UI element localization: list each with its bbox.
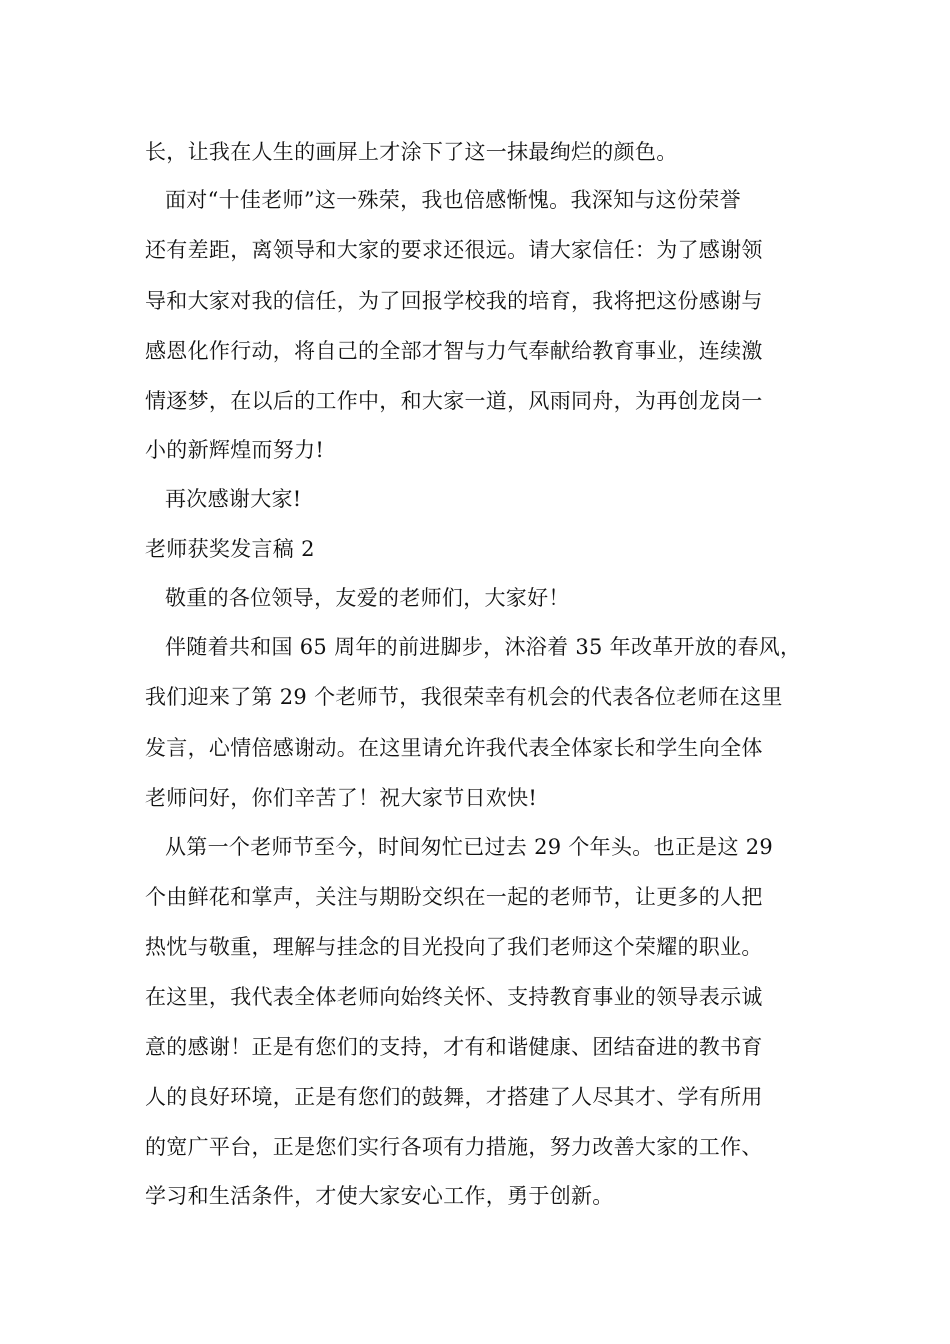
text-line: 老师问好，你们辛苦了！祝大家节日欢快! bbox=[145, 786, 538, 810]
text-line: 我们迎来了第 29 个老师节，我很荣幸有机会的代表各位老师在这里 bbox=[145, 685, 783, 709]
text-line: 的宽广平台，正是您们实行各项有力措施，努力改善大家的工作、 bbox=[145, 1135, 763, 1159]
text-line: 导和大家对我的信任，为了回报学校我的培育，我将把这份感谢与 bbox=[145, 289, 763, 313]
text-line: 意的感谢！正是有您们的支持，才有和谐健康、团结奋进的教书育 bbox=[145, 1035, 763, 1059]
text-line: 情逐梦，在以后的工作中，和大家一道，风雨同舟，为再创龙岗一 bbox=[145, 389, 763, 413]
text-line: 长，让我在人生的画屏上才涂下了这一抹最绚烂的颜色。 bbox=[145, 140, 678, 164]
text-line: 伴随着共和国 65 周年的前进脚步，沐浴着 35 年改革开放的春风， bbox=[165, 635, 802, 659]
text-line: 面对“十佳老师”这一殊荣，我也倍感惭愧。我深知与这份荣誉 bbox=[165, 188, 741, 212]
text-line: 再次感谢大家! bbox=[165, 487, 302, 511]
text-line: 个由鲜花和掌声，关注与期盼交织在一起的老师节，让更多的人把 bbox=[145, 885, 763, 909]
text-line: 发言，心情倍感谢动。在这里请允许我代表全体家长和学生向全体 bbox=[145, 736, 763, 760]
text-line: 还有差距，离领导和大家的要求还很远。请大家信任：为了感谢领 bbox=[145, 238, 763, 262]
text-line: 感恩化作行动，将自己的全部才智与力气奉献给教育事业，连续激 bbox=[145, 339, 763, 363]
text-line: 从第一个老师节至今，时间匆忙已过去 29 个年头。也正是这 29 bbox=[165, 835, 774, 859]
text-line: 敬重的各位领导，友爱的老师们，大家好！ bbox=[165, 586, 570, 610]
section-heading: 老师获奖发言稿 2 bbox=[145, 537, 315, 561]
text-line: 在这里，我代表全体老师向始终关怀、支持教育事业的领导表示诚 bbox=[145, 985, 763, 1009]
text-line: 学习和生活条件，才使大家安心工作，勇于创新。 bbox=[145, 1184, 614, 1208]
text-line: 热忱与敬重，理解与挂念的目光投向了我们老师这个荣耀的职业。 bbox=[145, 935, 763, 959]
text-line: 人的良好环境，正是有您们的鼓舞，才搭建了人尽其才、学有所用 bbox=[145, 1085, 763, 1109]
text-line: 小的新辉煌而努力! bbox=[145, 438, 325, 462]
